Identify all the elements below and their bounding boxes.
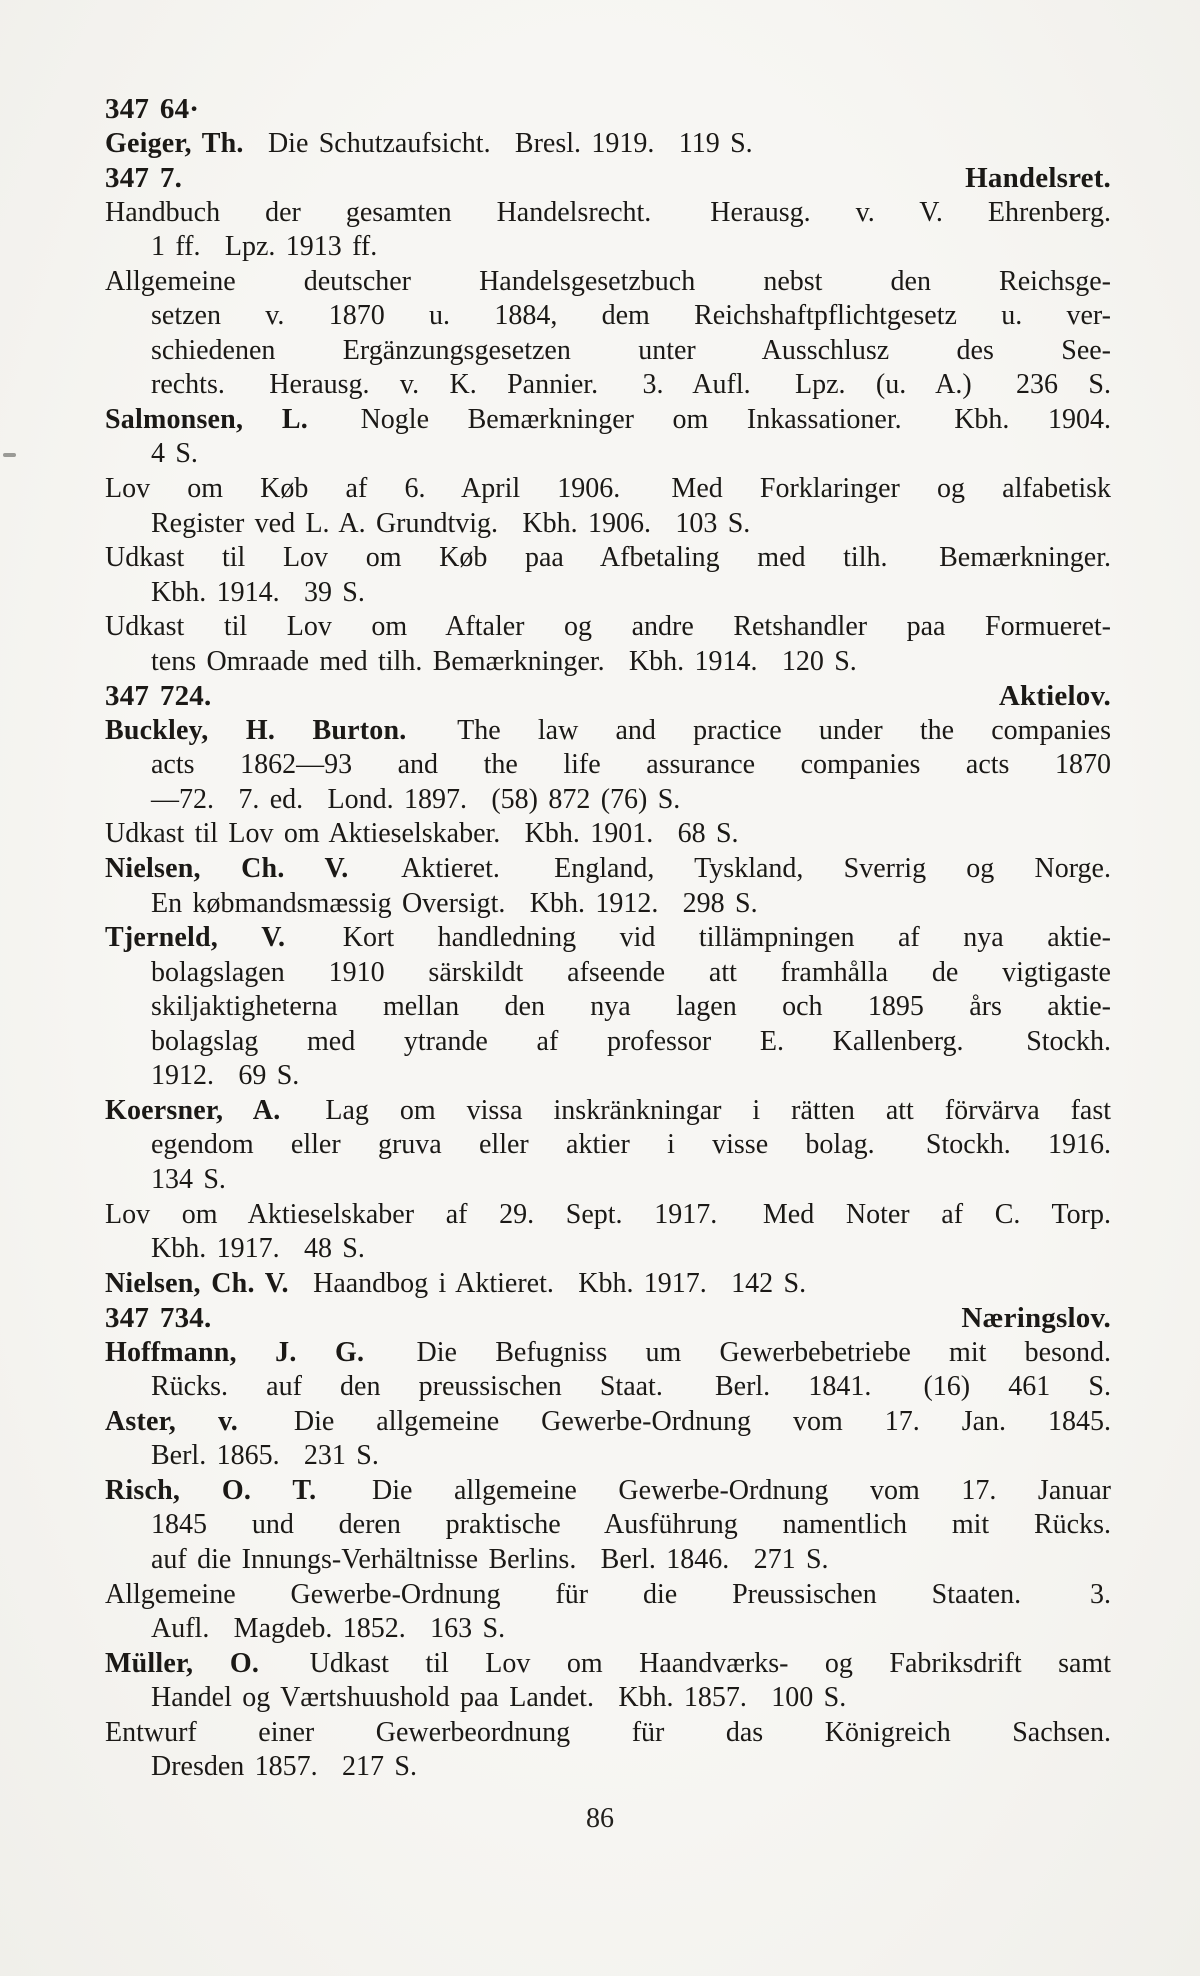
entry-line: 1912. 69 S.	[151, 1060, 300, 1092]
entry-line: Handel og Værtshuushold paa Landet. Kbh. 1857. 100 S.	[151, 1682, 847, 1714]
entry-line: egendom eller gruva eller aktier i visse bolag. Stockh. 1916.	[151, 1129, 1111, 1161]
entry-line: Lov om Aktieselskaber af 29. Sept. 1917. Med Noter af C. Torp.	[105, 1198, 1111, 1230]
entry-line: bolagslag med ytrande af professor E. Kallenberg. Stockh.	[151, 1025, 1111, 1057]
author-name: Salmonsen, L.	[105, 403, 308, 435]
entry-line: —72. 7. ed. Lond. 1897. (58) 872 (76) S.	[151, 783, 681, 815]
entry-line: tens Omraade med tilh. Bemærkninger. Kbh. 1914. 120 S.	[151, 645, 857, 677]
entry-line: Handbuch der gesamten Handelsrecht. Herausg. v. V. Ehrenberg.	[105, 196, 1111, 228]
entry-line: Aster, v. Die allgemeine Gewerbe-Ordnung vom 17. Jan. 1845.	[105, 1405, 1111, 1437]
author-name: Risch, O. T.	[105, 1474, 317, 1506]
subject-label: Aktielov.	[998, 680, 1111, 713]
entry-line: Müller, O. Udkast til Lov om Haandværks- og Fabriksdrift samt	[105, 1647, 1112, 1679]
entry-line: schiedenen Ergänzungsgesetzen unter Ausschlusz des See-	[151, 334, 1111, 366]
author-name: Geiger, Th.	[105, 127, 244, 159]
author-name: Buckley, H. Burton.	[105, 714, 407, 746]
page-text	[105, 92, 1111, 1785]
entry-line: Nielsen, Ch. V. Aktieret. England, Tyskland, Sverrig og Norge.	[105, 853, 1111, 885]
entry-line: Kbh. 1917. 48 S.	[151, 1233, 365, 1265]
section-heading	[105, 1301, 1111, 1336]
entry-line: Tjerneld, V. Kort handledning vid tillämpningen af nya aktie-	[105, 922, 1111, 954]
entry-line: skiljaktigheterna mellan den nya lagen och 1895 års aktie-	[151, 991, 1111, 1023]
entry-line: Entwurf einer Gewerbeordnung für das Königreich Sachsen.	[105, 1716, 1111, 1748]
entry-line: auf die Innungs-Verhältnisse Berlins. Berl. 1846. 271 S.	[151, 1543, 829, 1575]
entry-line: Register ved L. A. Grundtvig. Kbh. 1906. 103 S.	[151, 507, 751, 539]
author-name: Koersner, A.	[105, 1094, 281, 1126]
entry-line: Udkast til Lov om Køb paa Afbetaling med tilh. Bemærkninger.	[105, 542, 1111, 574]
entry-line: Udkast til Lov om Aftaler og andre Retshandler paa Formueret-	[105, 611, 1111, 643]
entry-line: Udkast til Lov om Aktieselskaber. Kbh. 1901. 68 S.	[105, 818, 739, 850]
entry-line: rechts. Herausg. v. K. Pannier. 3. Aufl. Lpz. (u. A.) 236 S.	[151, 369, 1111, 401]
entry-line: Kbh. 1914. 39 S.	[151, 576, 365, 608]
entry-line: 1845 und deren praktische Ausführung namentlich mit Rücks.	[151, 1509, 1111, 1541]
classification-number: 347 7.	[105, 162, 183, 195]
entry-line: Allgemeine deutscher Handelsgesetzbuch nebst den Reichsge-	[105, 265, 1111, 297]
entry-line: Rücks. auf den preussischen Staat. Berl. 1841. (16) 461 S.	[151, 1371, 1111, 1403]
author-name: Hoffmann, J. G.	[105, 1336, 365, 1368]
classification-number: 347 724.	[105, 680, 212, 713]
subject-label: Handelsret.	[965, 162, 1111, 195]
author-name: Müller, O.	[105, 1647, 260, 1679]
entry-line: Koersner, A. Lag om vissa inskränkningar i rätten att förvärva fast	[105, 1094, 1111, 1126]
section-heading	[105, 92, 1111, 127]
author-name: Nielsen, Ch. V.	[105, 1267, 289, 1299]
entry-line: Risch, O. T. Die allgemeine Gewerbe-Ordnung vom 17. Januar	[105, 1474, 1111, 1506]
entry-line: acts 1862—93 and the life assurance companies acts 1870	[151, 749, 1111, 781]
classification-number: 347 64·	[105, 93, 200, 125]
entry-line: setzen v. 1870 u. 1884, dem Reichshaftpflichtgesetz u. ver-	[151, 300, 1111, 332]
classification-number: 347 734.	[105, 1302, 212, 1335]
author-name: Nielsen, Ch. V.	[105, 853, 349, 885]
entry-line: Nielsen, Ch. V. Haandbog i Aktieret. Kbh. 1917. 142 S.	[105, 1267, 807, 1299]
margin-artifact	[3, 453, 16, 457]
section-heading	[105, 161, 1111, 196]
entry-line: Hoffmann, J. G. Die Befugniss um Gewerbebetriebe mit besond.	[105, 1336, 1111, 1368]
entry-line: Lov om Køb af 6. April 1906. Med Forklaringer og alfabetisk	[105, 473, 1111, 505]
entry-line: 4 S.	[151, 438, 198, 470]
entry-line: 134 S.	[151, 1163, 226, 1195]
entry-line: bolagslagen 1910 särskildt afseende att framhålla de vigtigaste	[151, 956, 1111, 988]
entry-line: Buckley, H. Burton. The law and practice under the companies	[105, 714, 1111, 746]
section-heading	[105, 679, 1111, 714]
entry-line: 1 ff. Lpz. 1913 ff.	[151, 231, 378, 263]
entry-line: Aufl. Magdeb. 1852. 163 S.	[151, 1613, 506, 1645]
entry-line: Geiger, Th. Die Schutzaufsicht. Bresl. 1919. 119 S.	[105, 127, 753, 159]
entry-line: Dresden 1857. 217 S.	[151, 1751, 417, 1783]
entry-line: Salmonsen, L. Nogle Bemærkninger om Inkassationer. Kbh. 1904.	[105, 403, 1111, 435]
subject-label: Næringslov.	[961, 1302, 1111, 1335]
entry-line: En købmandsmæssig Oversigt. Kbh. 1912. 298 S.	[151, 887, 758, 919]
entry-line: Allgemeine Gewerbe-Ordnung für die Preussischen Staaten. 3.	[105, 1578, 1111, 1610]
entry-line: Berl. 1865. 231 S.	[151, 1440, 379, 1472]
page-number: 86	[586, 1803, 614, 1834]
author-name: Aster, v.	[105, 1405, 238, 1437]
author-name: Tjerneld, V.	[105, 922, 286, 954]
